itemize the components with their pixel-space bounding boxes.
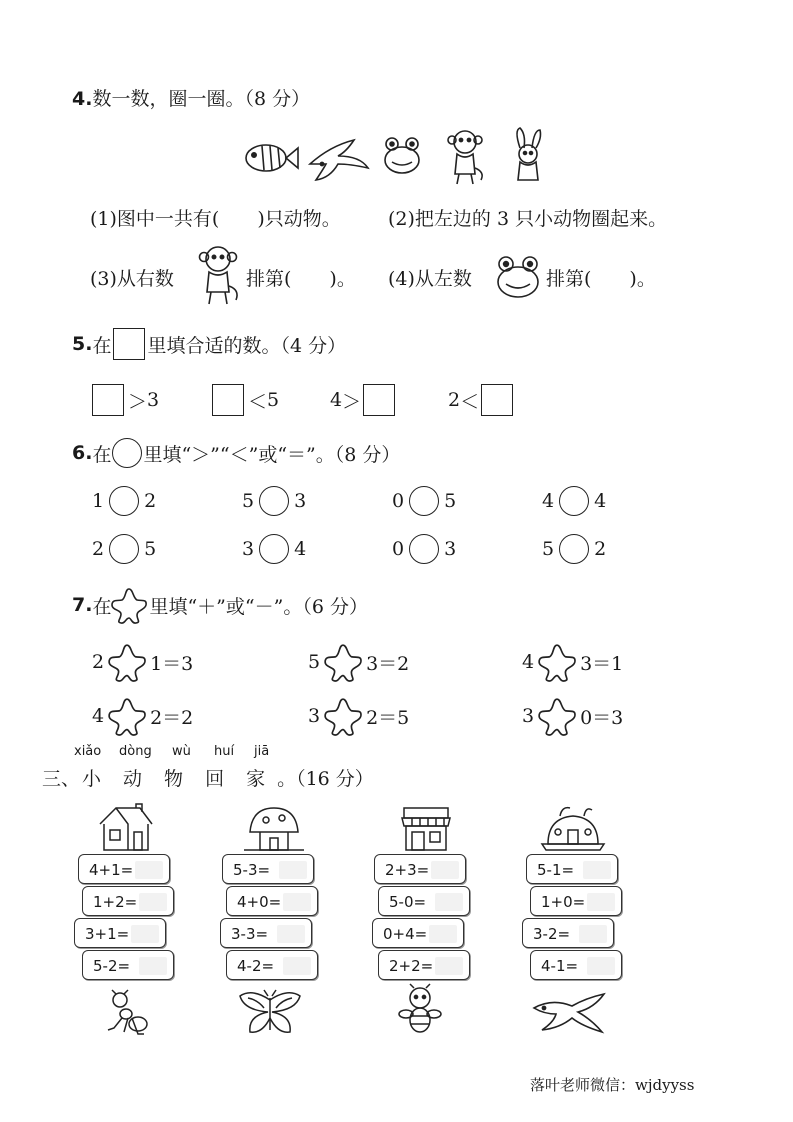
section3-title bbox=[42, 764, 374, 791]
q5-number: 5. bbox=[72, 333, 93, 355]
equation-text: 3-3= bbox=[231, 925, 269, 943]
equation-text: 5-2= bbox=[93, 957, 131, 975]
answer-area bbox=[435, 957, 463, 975]
swallow-icon bbox=[532, 992, 606, 1036]
equation-card[interactable] bbox=[526, 854, 618, 884]
answer-box[interactable] bbox=[481, 384, 513, 416]
answer-circle[interactable] bbox=[559, 534, 589, 564]
q7-left: 4 bbox=[92, 705, 105, 727]
q6-heading-pre: 在 bbox=[92, 443, 112, 466]
fish-icon bbox=[246, 145, 298, 171]
q6-item bbox=[542, 534, 606, 564]
equation-card[interactable] bbox=[378, 950, 470, 980]
q6-item bbox=[92, 534, 156, 564]
title-char: 小 bbox=[82, 768, 102, 790]
answer-area bbox=[431, 861, 459, 879]
pinyin: xiǎo bbox=[74, 744, 102, 759]
equation-text: 3+1= bbox=[85, 925, 130, 943]
q6-left: 0 bbox=[392, 538, 405, 560]
equation-text: 4-2= bbox=[237, 957, 275, 975]
q5-op: ＞ bbox=[128, 390, 148, 413]
bee-icon bbox=[398, 984, 442, 1036]
answer-area bbox=[135, 861, 163, 879]
q6-right: 4 bbox=[294, 538, 307, 560]
q7-left: 4 bbox=[522, 651, 535, 673]
q7-right: 2＝5 bbox=[366, 706, 410, 729]
rabbit-icon bbox=[517, 128, 541, 180]
q5-heading-pre: 在 bbox=[92, 334, 112, 357]
equation-card[interactable] bbox=[82, 886, 174, 916]
q7-left: 3 bbox=[522, 705, 535, 727]
answer-area bbox=[139, 957, 167, 975]
q6-item bbox=[542, 486, 606, 516]
q5-heading-post: 里填合适的数。（4 分） bbox=[147, 334, 347, 357]
q7-right: 1＝3 bbox=[150, 652, 194, 675]
answer-circle[interactable] bbox=[559, 486, 589, 516]
butterfly-icon bbox=[238, 990, 302, 1038]
q6-item bbox=[242, 534, 306, 564]
answer-box-sample bbox=[113, 328, 145, 360]
q7-heading bbox=[72, 586, 368, 624]
answer-area bbox=[277, 925, 305, 943]
frog-icon bbox=[385, 138, 419, 173]
equation-card[interactable] bbox=[222, 854, 314, 884]
q6-item bbox=[92, 486, 156, 516]
equation-text: 3-2= bbox=[533, 925, 571, 943]
q7-right: 0＝3 bbox=[580, 706, 624, 729]
q6-right: 4 bbox=[594, 490, 607, 512]
equation-text: 1+0= bbox=[541, 893, 586, 911]
q4-heading bbox=[72, 84, 310, 111]
q7-right: 3＝2 bbox=[366, 652, 410, 675]
q7-right: 2＝2 bbox=[150, 706, 194, 729]
equation-text: 2+3= bbox=[385, 861, 430, 879]
equation-card[interactable] bbox=[220, 918, 312, 948]
answer-area bbox=[283, 957, 311, 975]
q7-left: 3 bbox=[308, 705, 321, 727]
equation-text: 5-1= bbox=[537, 861, 575, 879]
q7-item bbox=[308, 696, 409, 736]
equation-text: 4-1= bbox=[541, 957, 579, 975]
q6-right: 3 bbox=[444, 538, 457, 560]
answer-circle[interactable] bbox=[109, 486, 139, 516]
answer-circle[interactable] bbox=[109, 534, 139, 564]
monkey-icon bbox=[196, 244, 242, 306]
star-box-icon[interactable] bbox=[536, 642, 578, 682]
title-char: 回 bbox=[205, 768, 225, 790]
answer-circle[interactable] bbox=[259, 486, 289, 516]
equation-text: 5-0= bbox=[389, 893, 427, 911]
answer-area bbox=[139, 893, 167, 911]
answer-area bbox=[587, 957, 615, 975]
shop-icon bbox=[400, 806, 452, 852]
q5-op: ＜ bbox=[248, 390, 268, 413]
answer-area bbox=[579, 925, 607, 943]
answer-circle-sample bbox=[112, 438, 142, 468]
q5-left: 2 bbox=[448, 389, 461, 411]
q5-heading bbox=[72, 328, 346, 360]
q6-right: 5 bbox=[144, 538, 157, 560]
title-char: 家 bbox=[246, 768, 266, 790]
equation-card[interactable] bbox=[530, 950, 622, 980]
equation-card[interactable] bbox=[378, 886, 470, 916]
star-box-icon[interactable] bbox=[536, 696, 578, 736]
equation-card[interactable] bbox=[522, 918, 614, 948]
pinyin: huí bbox=[214, 744, 235, 759]
q4-title: 数一数，圈一圈。（8 分） bbox=[92, 88, 311, 110]
pinyin: jiā bbox=[254, 744, 270, 759]
section3-score: 。（16 分） bbox=[277, 768, 374, 790]
q7-item bbox=[522, 696, 623, 736]
q7-item bbox=[92, 642, 193, 682]
answer-area bbox=[283, 893, 311, 911]
answer-area bbox=[279, 861, 307, 879]
q6-right: 5 bbox=[444, 490, 457, 512]
q6-left: 3 bbox=[242, 538, 255, 560]
ant-icon bbox=[104, 990, 154, 1036]
star-box-icon[interactable] bbox=[322, 642, 364, 682]
equation-card[interactable] bbox=[226, 886, 318, 916]
equation-card[interactable] bbox=[226, 950, 318, 980]
answer-area bbox=[435, 893, 463, 911]
answer-box[interactable] bbox=[92, 384, 124, 416]
equation-text: 2+2= bbox=[389, 957, 434, 975]
q7-right: 3＝1 bbox=[580, 652, 624, 675]
q6-left: 0 bbox=[392, 490, 405, 512]
equation-card[interactable] bbox=[372, 918, 464, 948]
pinyin: dòng bbox=[119, 744, 152, 759]
equation-text: 1+2= bbox=[93, 893, 138, 911]
q6-item bbox=[392, 486, 456, 516]
q6-right: 3 bbox=[294, 490, 307, 512]
q5-right: 3 bbox=[147, 389, 160, 411]
q4-animal-row bbox=[240, 128, 560, 188]
house-icon bbox=[96, 804, 156, 852]
q6-left: 5 bbox=[242, 490, 255, 512]
answer-box[interactable] bbox=[212, 384, 244, 416]
title-char: 动 bbox=[123, 768, 143, 790]
equation-card[interactable] bbox=[78, 854, 170, 884]
answer-area bbox=[587, 893, 615, 911]
answer-circle[interactable] bbox=[259, 534, 289, 564]
q7-left: 5 bbox=[308, 651, 321, 673]
q7-left: 2 bbox=[92, 651, 105, 673]
q6-heading-post: 里填“＞”“＜”或“＝”。（8 分） bbox=[143, 443, 401, 466]
answer-area bbox=[131, 925, 159, 943]
q6-left: 2 bbox=[92, 538, 105, 560]
q6-item bbox=[392, 534, 456, 564]
answer-box[interactable] bbox=[363, 384, 395, 416]
equation-card[interactable] bbox=[374, 854, 466, 884]
q7-number: 7. bbox=[72, 594, 93, 616]
q4-sub3-suffix: 排第( )。 bbox=[246, 268, 356, 290]
pinyin-row bbox=[74, 744, 294, 760]
mushroom-house-icon bbox=[244, 804, 304, 852]
q4-sub1: (1)图中一共有( )只动物。 bbox=[90, 208, 341, 230]
star-box-sample-icon bbox=[109, 586, 149, 624]
q7-item bbox=[522, 642, 623, 682]
q4-sub3-prefix: (3)从右数 bbox=[90, 268, 174, 290]
title-char: 物 bbox=[164, 768, 184, 790]
q6-right: 2 bbox=[144, 490, 157, 512]
answer-area bbox=[429, 925, 457, 943]
q5-item bbox=[448, 384, 513, 416]
swallow-icon bbox=[310, 140, 368, 180]
equation-text: 5-3= bbox=[233, 861, 271, 879]
monkey-icon bbox=[448, 131, 482, 184]
q4-number: 4. bbox=[72, 88, 93, 110]
answer-area bbox=[583, 861, 611, 879]
equation-card[interactable] bbox=[74, 918, 166, 948]
q7-item bbox=[92, 696, 193, 736]
equation-card[interactable] bbox=[82, 950, 174, 980]
q7-heading-pre: 在 bbox=[92, 595, 112, 618]
q5-item bbox=[92, 384, 159, 416]
q6-item bbox=[242, 486, 306, 516]
equation-text: 0+4= bbox=[383, 925, 428, 943]
q6-right: 2 bbox=[594, 538, 607, 560]
q5-op: ＞ bbox=[342, 390, 362, 413]
equation-text: 4+1= bbox=[89, 861, 134, 879]
q6-left: 1 bbox=[92, 490, 105, 512]
footer-contact: 落叶老师微信：wjdyyss bbox=[530, 1076, 695, 1094]
q4-sub4-prefix: (4)从左数 bbox=[388, 268, 472, 290]
frog-icon bbox=[492, 252, 544, 300]
q7-item bbox=[308, 642, 409, 682]
q6-left: 5 bbox=[542, 538, 555, 560]
answer-circle[interactable] bbox=[409, 486, 439, 516]
igloo-house-icon bbox=[540, 806, 606, 852]
q4-sub2: (2)把左边的 3 只小动物圈起来。 bbox=[388, 208, 668, 230]
q5-left: 4 bbox=[330, 389, 343, 411]
q7-heading-post: 里填“＋”或“－”。（6 分） bbox=[149, 595, 368, 618]
star-box-icon[interactable] bbox=[322, 696, 364, 736]
q5-right: 5 bbox=[267, 389, 280, 411]
pinyin: wù bbox=[172, 744, 191, 759]
star-box-icon[interactable] bbox=[106, 696, 148, 736]
q6-heading bbox=[72, 438, 400, 468]
q6-number: 6. bbox=[72, 442, 93, 464]
answer-circle[interactable] bbox=[409, 534, 439, 564]
section3-number: 三、 bbox=[42, 768, 81, 790]
q5-item bbox=[212, 384, 279, 416]
star-box-icon[interactable] bbox=[106, 642, 148, 682]
q5-item bbox=[330, 384, 395, 416]
q4-sub4-suffix: 排第( )。 bbox=[546, 268, 656, 290]
equation-card[interactable] bbox=[530, 886, 622, 916]
q6-left: 4 bbox=[542, 490, 555, 512]
q5-op: ＜ bbox=[460, 390, 480, 413]
equation-text: 4+0= bbox=[237, 893, 282, 911]
